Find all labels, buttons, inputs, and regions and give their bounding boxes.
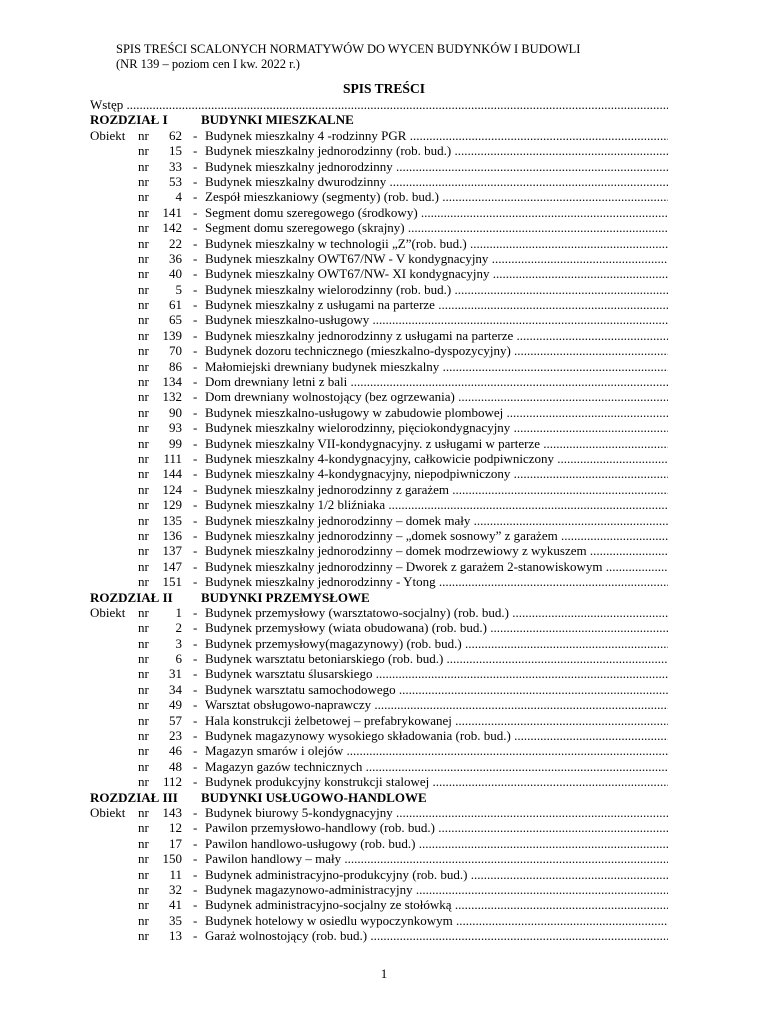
entry-number: 86 <box>169 358 182 374</box>
nr-label: nr <box>138 481 149 497</box>
entry-dash: - <box>193 728 198 744</box>
toc-entry[interactable] <box>90 882 668 897</box>
nr-label: nr <box>138 835 149 851</box>
toc-entry[interactable] <box>90 574 668 589</box>
toc-entry[interactable] <box>90 297 668 312</box>
entry-title: Małomiejski drewniany budynek mieszkalny ..... <box>205 359 668 374</box>
entry-title: Budynek administracyjno-socjalny ze stołówką ..... <box>205 897 668 912</box>
toc-entry[interactable] <box>90 682 668 697</box>
nr-label: nr <box>138 820 149 836</box>
entry-title: Magazyn gazów technicznych ..... <box>205 759 668 774</box>
entry-number: 151 <box>162 574 182 590</box>
entry-dash: - <box>193 928 198 944</box>
nr-label: nr <box>138 604 149 620</box>
entry-number: 137 <box>162 543 182 559</box>
nr-label: nr <box>138 543 149 559</box>
entry-number: 147 <box>162 558 182 574</box>
toc-entry[interactable] <box>90 143 668 158</box>
entry-dash: - <box>193 220 198 236</box>
chapter-heading <box>90 590 668 605</box>
entry-dash: - <box>193 543 198 559</box>
entry-title: Segment domu szeregowego (środkowy) ..... <box>205 205 668 220</box>
entry-number: 5 <box>175 281 182 297</box>
toc-entry[interactable] <box>90 743 668 758</box>
entry-dash: - <box>193 527 198 543</box>
entry-title: Budynek magazynowy wysokiego składowania (rob. bud.) ..... <box>205 728 668 743</box>
entry-title: Budynek mieszkalny jednorodzinny - Ytong ..... <box>205 574 668 589</box>
toc-entry[interactable] <box>90 759 668 774</box>
entry-dash: - <box>193 635 198 651</box>
entry-title: Budynek mieszkalny jednorodzinny – domek mały ..... <box>205 513 668 528</box>
nr-label: nr <box>138 574 149 590</box>
entry-number: 41 <box>169 897 182 913</box>
nr-label: nr <box>138 928 149 944</box>
entry-number: 6 <box>175 651 182 667</box>
entry-dash: - <box>193 327 198 343</box>
entry-dash: - <box>193 450 198 466</box>
entry-title: Budynek mieszkalny w technologii „Z”(rob. bud.) ..... <box>205 236 668 251</box>
entry-dash: - <box>193 127 198 143</box>
entry-dash: - <box>193 743 198 759</box>
nr-label: nr <box>138 666 149 682</box>
entry-dash: - <box>193 835 198 851</box>
entry-title: Budynek mieszkalny jednorodzinny ..... <box>205 159 668 174</box>
toc-entry[interactable] <box>90 312 668 327</box>
entry-dash: - <box>193 897 198 913</box>
entry-number: 46 <box>169 743 182 759</box>
entry-title: Budynek mieszkalny jednorodzinny – Dworek z garażem 2-stanowiskowym ..... <box>205 559 668 574</box>
toc-entry[interactable] <box>90 851 668 866</box>
toc-entry[interactable] <box>90 497 668 512</box>
toc-entry[interactable] <box>90 374 668 389</box>
nr-label: nr <box>138 250 149 266</box>
entry-title: Budynek mieszkalny jednorodzinny z usługami na parterze ..... <box>205 328 668 343</box>
nr-label: nr <box>138 158 149 174</box>
entry-title: Budynek warsztatu betoniarskiego (rob. bud.) ..... <box>205 651 668 666</box>
toc-entry[interactable] <box>90 220 668 235</box>
entry-title: Garaż wolnostojący (rob. bud.) ..... <box>205 928 668 943</box>
entry-number: 11 <box>169 866 182 882</box>
entry-title: Budynek biurowy 5-kondygnacyjny ..... <box>205 805 668 820</box>
entry-dash: - <box>193 358 198 374</box>
nr-label: nr <box>138 220 149 236</box>
entry-title: Budynek mieszkalny 4 -rodzinny PGR ..... <box>205 128 668 143</box>
nr-label: nr <box>138 681 149 697</box>
entry-number: 23 <box>169 728 182 744</box>
nr-label: nr <box>138 343 149 359</box>
page-number: 1 <box>380 966 388 981</box>
entry-dash: - <box>193 604 198 620</box>
entry-dash: - <box>193 881 198 897</box>
entry-number: 62 <box>169 127 182 143</box>
toc-entry[interactable] <box>90 205 668 220</box>
entry-title: Budynek mieszkalno-usługowy w zabudowie plombowej ..... <box>205 405 668 420</box>
entry-number: 17 <box>169 835 182 851</box>
nr-label: nr <box>138 712 149 728</box>
nr-label: nr <box>138 866 149 882</box>
nr-label: nr <box>138 881 149 897</box>
nr-label: nr <box>138 358 149 374</box>
entry-number: 53 <box>169 173 182 189</box>
entry-number: 33 <box>169 158 182 174</box>
toc-entry[interactable] <box>90 697 668 712</box>
entry-title: Dom drewniany wolnostojący (bez ogrzewania) ..... <box>205 389 668 404</box>
entry-number: 31 <box>169 666 182 682</box>
nr-label: nr <box>138 435 149 451</box>
entry-dash: - <box>193 281 198 297</box>
entry-dash: - <box>193 804 198 820</box>
entry-dash: - <box>193 697 198 713</box>
toc-intro-label: Wstęp ..... <box>90 97 668 112</box>
toc-entry[interactable] <box>90 128 668 143</box>
toc-entry[interactable] <box>90 451 668 466</box>
entry-number: 48 <box>169 758 182 774</box>
entry-number: 112 <box>162 774 182 790</box>
entry-number: 2 <box>175 620 182 636</box>
document-header <box>116 42 580 72</box>
entry-number: 90 <box>169 404 182 420</box>
nr-label: nr <box>138 266 149 282</box>
nr-label: nr <box>138 912 149 928</box>
nr-label: nr <box>138 389 149 405</box>
object-label: Obiekt <box>90 804 126 820</box>
entry-title: Budynek administracyjno-produkcyjny (rob. bud.) ..... <box>205 867 668 882</box>
entry-dash: - <box>193 404 198 420</box>
entry-dash: - <box>193 173 198 189</box>
entry-dash: - <box>193 481 198 497</box>
entry-title: Budynek mieszkalny jednorodzinny – domek modrzewiowy z wykuszem ..... <box>205 543 668 558</box>
entry-number: 61 <box>169 297 182 313</box>
entry-dash: - <box>193 558 198 574</box>
entry-dash: - <box>193 912 198 928</box>
nr-label: nr <box>138 497 149 513</box>
entry-dash: - <box>193 712 198 728</box>
nr-label: nr <box>138 728 149 744</box>
nr-label: nr <box>138 804 149 820</box>
entry-title: Pawilon handlowo-usługowy (rob. bud.) ..... <box>205 836 668 851</box>
entry-dash: - <box>193 574 198 590</box>
entry-number: 3 <box>175 635 182 651</box>
entry-number: 49 <box>169 697 182 713</box>
nr-label: nr <box>138 558 149 574</box>
entry-title: Warsztat obsługowo-naprawczy ..... <box>205 697 668 712</box>
object-label: Obiekt <box>90 127 126 143</box>
entry-number: 22 <box>169 235 182 251</box>
entry-title: Budynek mieszkalny 4-kondygnacyjny, całkowicie podpiwniczony ..... <box>205 451 668 466</box>
entry-title: Budynek mieszkalny OWT67/NW - V kondygnacyjny ..... <box>205 251 668 266</box>
entry-dash: - <box>193 758 198 774</box>
nr-label: nr <box>138 651 149 667</box>
toc-entry[interactable] <box>90 420 668 435</box>
nr-label: nr <box>138 743 149 759</box>
entry-number: 57 <box>169 712 182 728</box>
nr-label: nr <box>138 450 149 466</box>
entry-dash: - <box>193 851 198 867</box>
entry-title: Hala konstrukcji żelbetowej – prefabrykowanej ..... <box>205 713 668 728</box>
toc-entry[interactable] <box>90 636 668 651</box>
entry-number: 35 <box>169 912 182 928</box>
nr-label: nr <box>138 281 149 297</box>
entry-number: 135 <box>162 512 182 528</box>
entry-number: 36 <box>169 250 182 266</box>
toc-entry[interactable] <box>90 266 668 281</box>
entry-title: Budynek przemysłowy(magazynowy) (rob. bud.) ..... <box>205 636 668 651</box>
entry-dash: - <box>193 235 198 251</box>
entry-title: Budynek mieszkalny wielorodzinny, pięciokondygnacyjny ..... <box>205 420 668 435</box>
toc-entry[interactable] <box>90 805 668 820</box>
nr-label: nr <box>138 297 149 313</box>
entry-dash: - <box>193 204 198 220</box>
entry-dash: - <box>193 266 198 282</box>
nr-label: nr <box>138 466 149 482</box>
entry-title: Budynek mieszkalny 4-kondygnacyjny, niepodpiwniczony ..... <box>205 466 668 481</box>
chapter-number: ROZDZIAŁ III <box>90 789 178 805</box>
entry-dash: - <box>193 312 198 328</box>
entry-title: Budynek mieszkalny jednorodzinny (rob. bud.) ..... <box>205 143 668 158</box>
toc-entry[interactable] <box>90 389 668 404</box>
entry-title: Budynek przemysłowy (warsztatowo-socjalny) (rob. bud.) ..... <box>205 605 668 620</box>
entry-number: 129 <box>162 497 182 513</box>
entry-dash: - <box>193 820 198 836</box>
header-subtitle: (NR 139 – poziom cen I kw. 2022 r.) <box>116 57 300 71</box>
toc-entry[interactable] <box>90 897 668 912</box>
chapter-title: BUDYNKI PRZEMYSŁOWE <box>201 589 370 605</box>
entry-dash: - <box>193 774 198 790</box>
entry-title: Budynek mieszkalny VII-kondygnacyjny. z usługami w parterze ..... <box>205 436 668 451</box>
entry-number: 134 <box>162 374 182 390</box>
entry-title: Budynek mieszkalny 1/2 bliźniaka ..... <box>205 497 668 512</box>
toc-entry[interactable] <box>90 482 668 497</box>
chapter-title: BUDYNKI USŁUGOWO-HANDLOWE <box>201 789 427 805</box>
toc-entry[interactable] <box>90 867 668 882</box>
toc-entry[interactable] <box>90 466 668 481</box>
entry-title: Budynek mieszkalny z usługami na parterze ..... <box>205 297 668 312</box>
entry-number: 141 <box>162 204 182 220</box>
entry-dash: - <box>193 681 198 697</box>
entry-title: Budynek hotelowy w osiedlu wypoczynkowym ..... <box>205 913 668 928</box>
entry-dash: - <box>193 420 198 436</box>
entry-title: Budynek mieszkalny OWT67/NW- XI kondygnacyjny ..... <box>205 266 668 281</box>
toc-entry[interactable] <box>90 651 668 666</box>
entry-title: Budynek przemysłowy (wiata obudowana) (rob. bud.) ..... <box>205 620 668 635</box>
object-label: Obiekt <box>90 604 126 620</box>
nr-label: nr <box>138 897 149 913</box>
entry-dash: - <box>193 435 198 451</box>
entry-number: 99 <box>169 435 182 451</box>
toc-entry[interactable] <box>90 236 668 251</box>
toc-entry[interactable] <box>90 174 668 189</box>
nr-label: nr <box>138 635 149 651</box>
nr-label: nr <box>138 327 149 343</box>
toc-entry[interactable] <box>90 405 668 420</box>
entry-title: Budynek warsztatu samochodowego ..... <box>205 682 668 697</box>
entry-dash: - <box>193 512 198 528</box>
toc-entry[interactable] <box>90 343 668 358</box>
entry-title: Dom drewniany letni z bali ..... <box>205 374 668 389</box>
entry-title: Magazyn smarów i olejów ..... <box>205 743 668 758</box>
toc-entry[interactable] <box>90 605 668 620</box>
entry-title: Budynek mieszkalno-usługowy ..... <box>205 312 668 327</box>
nr-label: nr <box>138 204 149 220</box>
entry-dash: - <box>193 389 198 405</box>
entry-number: 136 <box>162 527 182 543</box>
toc-entry[interactable] <box>90 559 668 574</box>
entry-number: 142 <box>162 220 182 236</box>
header-title: SPIS TREŚCI SCALONYCH NORMATYWÓW DO WYCEN BUDYNKÓW I BUDOWLI <box>116 42 581 56</box>
entry-dash: - <box>193 466 198 482</box>
entry-title: Pawilon handlowy – mały ..... <box>205 851 668 866</box>
entry-dash: - <box>193 343 198 359</box>
chapter-number: ROZDZIAŁ II <box>90 589 173 605</box>
entry-dash: - <box>193 866 198 882</box>
entry-number: 124 <box>162 481 182 497</box>
entry-dash: - <box>193 497 198 513</box>
toc-entry[interactable] <box>90 513 668 528</box>
entry-number: 93 <box>169 420 182 436</box>
entry-dash: - <box>193 666 198 682</box>
entry-number: 143 <box>162 804 182 820</box>
entry-title: Zespół mieszkaniowy (segmenty) (rob. bud.) ..... <box>205 189 668 204</box>
toc-entry[interactable] <box>90 620 668 635</box>
entry-title: Segment domu szeregowego (skrajny) ..... <box>205 220 668 235</box>
entry-title: Budynek mieszkalny jednorodzinny z garażem ..... <box>205 482 668 497</box>
toc-entry[interactable] <box>90 251 668 266</box>
nr-label: nr <box>138 312 149 328</box>
entry-number: 15 <box>169 143 182 159</box>
entry-number: 70 <box>169 343 182 359</box>
entry-number: 139 <box>162 327 182 343</box>
toc-entry[interactable] <box>90 928 668 943</box>
toc-entry[interactable] <box>90 820 668 835</box>
toc-entry[interactable] <box>90 328 668 343</box>
entry-number: 1 <box>175 604 182 620</box>
nr-label: nr <box>138 420 149 436</box>
entry-dash: - <box>193 620 198 636</box>
entry-number: 111 <box>163 450 182 466</box>
toc-entry[interactable] <box>90 774 668 789</box>
entry-number: 150 <box>162 851 182 867</box>
nr-label: nr <box>138 235 149 251</box>
toc-entry[interactable] <box>90 913 668 928</box>
toc-title: SPIS TREŚCI <box>343 81 425 96</box>
entry-dash: - <box>193 189 198 205</box>
toc-entry[interactable] <box>90 713 668 728</box>
toc-entry[interactable] <box>90 359 668 374</box>
table-of-contents <box>90 97 668 943</box>
nr-label: nr <box>138 404 149 420</box>
entry-number: 132 <box>162 389 182 405</box>
toc-entry[interactable] <box>90 836 668 851</box>
entry-dash: - <box>193 651 198 667</box>
entry-number: 34 <box>169 681 182 697</box>
chapter-heading <box>90 112 668 127</box>
entry-title: Budynek mieszkalny wielorodzinny (rob. bud.) ..... <box>205 282 668 297</box>
toc-entry[interactable] <box>90 159 668 174</box>
entry-title: Budynek produkcyjny konstrukcji stalowej ..... <box>205 774 668 789</box>
toc-entry[interactable] <box>90 528 668 543</box>
nr-label: nr <box>138 758 149 774</box>
nr-label: nr <box>138 143 149 159</box>
toc-entry[interactable] <box>90 728 668 743</box>
entry-title: Budynek mieszkalny dwurodzinny ..... <box>205 174 668 189</box>
toc-intro[interactable] <box>90 97 668 112</box>
chapter-number: ROZDZIAŁ I <box>90 112 168 128</box>
toc-entry[interactable] <box>90 282 668 297</box>
entry-dash: - <box>193 158 198 174</box>
entry-number: 65 <box>169 312 182 328</box>
entry-number: 40 <box>169 266 182 282</box>
toc-entry[interactable] <box>90 666 668 681</box>
nr-label: nr <box>138 620 149 636</box>
entry-number: 32 <box>169 881 182 897</box>
entry-title: Budynek mieszkalny jednorodzinny – „domek sosnowy” z garażem ..... <box>205 528 668 543</box>
toc-entry[interactable] <box>90 189 668 204</box>
nr-label: nr <box>138 774 149 790</box>
nr-label: nr <box>138 173 149 189</box>
entry-title: Budynek dozoru technicznego (mieszkalno-dyspozycyjny) ..... <box>205 343 668 358</box>
nr-label: nr <box>138 374 149 390</box>
entry-title: Pawilon przemysłowo-handlowy (rob. bud.) ..... <box>205 820 668 835</box>
toc-entry[interactable] <box>90 436 668 451</box>
nr-label: nr <box>138 527 149 543</box>
entry-title: Budynek magazynowo-administracyjny ..... <box>205 882 668 897</box>
entry-number: 4 <box>175 189 182 205</box>
entry-number: 13 <box>169 928 182 944</box>
entry-title: Budynek warsztatu ślusarskiego ..... <box>205 666 668 681</box>
nr-label: nr <box>138 851 149 867</box>
toc-entry[interactable] <box>90 543 668 558</box>
nr-label: nr <box>138 697 149 713</box>
nr-label: nr <box>138 127 149 143</box>
entry-number: 144 <box>162 466 182 482</box>
entry-dash: - <box>193 143 198 159</box>
chapter-title: BUDYNKI MIESZKALNE <box>201 112 354 128</box>
entry-number: 12 <box>169 820 182 836</box>
entry-dash: - <box>193 297 198 313</box>
chapter-heading <box>90 790 668 805</box>
nr-label: nr <box>138 189 149 205</box>
entry-dash: - <box>193 374 198 390</box>
entry-dash: - <box>193 250 198 266</box>
nr-label: nr <box>138 512 149 528</box>
